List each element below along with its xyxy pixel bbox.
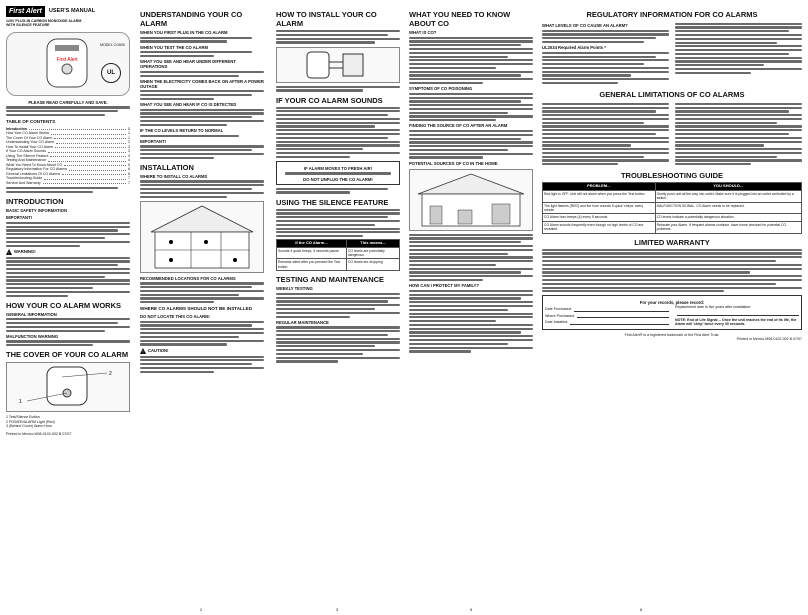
svg-text:First Alert: First Alert: [56, 56, 78, 63]
toc-item-label: Service And Warranty: [6, 180, 41, 185]
trademark-note: First Alert® is a registered trademark of the First Alert Trust.: [624, 332, 720, 337]
section-how-works: HOW YOUR CO ALARM WORKS: [6, 300, 121, 310]
sources-diagram: [409, 169, 533, 231]
cover-item-1: 1 Test/Silence Button: [6, 415, 40, 420]
block-test: WHEN YOU TEST THE CO ALARM: [140, 44, 208, 50]
caution-icon: [140, 348, 146, 354]
replacement-label: Replacement date is five years after installation:: [675, 305, 752, 310]
end-of-life-note: NOTE: End of Life Signal -- Once the unit reaches the end of its life, the Alarm will 'chirp' twice every 30 seconds.: [675, 317, 797, 327]
svg-text:!: !: [8, 250, 10, 255]
table-head-2: This means...: [346, 240, 399, 247]
do-not-text: [140, 321, 264, 346]
weekly-heading: WEEKLY TESTING: [276, 286, 313, 292]
printed-info: Printed in Mexico M08-0102-002 B 07/07: [6, 431, 72, 436]
sources-illustration: [410, 170, 532, 228]
important-text: [140, 145, 264, 159]
ul-note: UL2034 Required Alarm Points *: [542, 45, 606, 51]
model-label: MODEL CO600: [99, 42, 125, 47]
how-works-text: [6, 318, 130, 332]
house-diagram: [140, 201, 264, 273]
table-cell: CO levels are dropping: [346, 259, 399, 271]
table-cell: MALFUNCTION SIGNAL. CO Alarm needs to be replaced.: [655, 202, 801, 214]
limitations-right: [675, 101, 802, 167]
printed-info-back: Printed in Mexico M08-0102-002 B 07/07: [736, 337, 802, 342]
warning-text: [6, 257, 130, 297]
product-image: [6, 32, 130, 96]
table-cell: Sounds 4 quick beeps, 5 seconds pause: [277, 247, 347, 259]
date-installed-row: [545, 320, 669, 324]
cover-illustration: [7, 363, 127, 409]
section-introduction: INTRODUCTION: [6, 197, 64, 207]
regulatory-right: [675, 21, 802, 86]
toc-item-page: 1: [128, 126, 130, 131]
first-plug-text: [140, 37, 264, 43]
test-text: [140, 51, 264, 57]
install-steps-text: [276, 30, 400, 44]
date-installed-label: Date Installed:: [545, 320, 568, 325]
section-how-install: HOW TO INSTALL YOUR CO ALARM: [276, 10, 377, 28]
table-cell: Gently push unit all the way into outlet. Make sure it is plugged into an outlet controlled by a switch.: [655, 190, 801, 202]
callout-do-not-unplug: DO NOT UNPLUG THE CO ALARM!: [303, 176, 373, 182]
page-number-5: 5: [470, 607, 473, 612]
toc-leader: [50, 154, 126, 157]
safety-text: [6, 222, 130, 247]
regulatory-left: [542, 21, 669, 86]
manual-subtitle-1: 120V PLUG-IN CARBON MONOXIDE ALARM: [6, 19, 82, 23]
page-number-2: 2: [200, 607, 203, 612]
records-body: [545, 305, 799, 326]
toc-item-label: If Your CO Alarm Sounds: [6, 149, 46, 154]
column-1: [6, 6, 130, 602]
table-cell: CO levels indicate a potentially dangerous situation.: [655, 214, 801, 221]
block-operations: WHAT YOU SEE AND HEAR UNDER DIFFERENT OPERATIONS: [140, 59, 236, 70]
callout-box: [276, 161, 400, 185]
levels-text: [542, 30, 669, 44]
toc-leader: [44, 176, 126, 179]
important-heading: IMPORTANT!: [6, 215, 32, 221]
warranty-text: [542, 249, 802, 293]
trouble-head-solution: YOU SHOULD...: [655, 183, 801, 190]
table-row: [543, 202, 802, 214]
toc-leader: [56, 140, 126, 143]
table-cell: CO Alarm sounds frequently even though no high levels of CO are revealed: [543, 221, 656, 233]
table-cell: CO levels are potentially dangerous: [346, 247, 399, 259]
alarm-device-image: [37, 35, 97, 91]
table-cell: CO Alarm horn beeps (4) every 5 seconds: [543, 214, 656, 221]
regular-heading: REGULAR MAINTENANCE: [276, 319, 329, 325]
svg-text:2: 2: [109, 371, 112, 378]
weekly-text: [276, 293, 400, 318]
replacement-row: [675, 312, 799, 316]
toc-leader: [48, 149, 126, 152]
cover-item-2: 2 POWER/ALARM Light (Red): [6, 419, 55, 424]
table-cell: Red light is OFF. Unit will not alarm when you press the Test button: [543, 190, 656, 202]
replacement-field: [677, 312, 799, 316]
column-2: [140, 6, 264, 602]
toc-item-page: 6: [128, 167, 130, 172]
callout-text: [279, 172, 397, 174]
brand-header: [6, 6, 130, 17]
toc-item-page: 7: [128, 180, 130, 185]
block-normal: IF THE CO LEVELS RETURN TO NORMAL: [140, 127, 224, 133]
toc-leader: [69, 167, 126, 170]
toc-item-page: 3: [128, 144, 130, 149]
recommended-heading: RECOMMENDED LOCATIONS FOR CO ALARMS: [140, 275, 236, 281]
toc-item-label: The Cover Of Your CO Alarm: [6, 135, 53, 140]
page-number-6: 6: [640, 607, 643, 612]
limitations-left-text: [542, 103, 669, 166]
warning-icon: [6, 249, 12, 255]
section-troubleshooting: TROUBLESHOOTING GUIDE: [620, 171, 724, 181]
section-silence: USING THE SILENCE FEATURE: [276, 197, 389, 207]
power-outage-text: [140, 90, 264, 100]
caution-text: [140, 356, 264, 373]
date-installed-field: [570, 321, 669, 325]
toc-item-label: Understanding Your CO Alarm: [6, 140, 55, 145]
table-row: [277, 247, 400, 259]
date-purchased-row: [545, 307, 669, 311]
toc-item-label: How Your CO Alarm Works: [6, 131, 50, 136]
toc-leader: [51, 131, 126, 134]
page-number-3: 3: [336, 607, 339, 612]
brand-logo: First Alert: [6, 6, 45, 17]
block-important: IMPORTANT!: [140, 138, 166, 144]
toc-item-label: Testing And Maintenance: [6, 158, 47, 163]
where-purchased-row: [545, 314, 669, 318]
house-illustration: [141, 202, 263, 272]
toc-item: [6, 181, 130, 186]
records-title: For your records, please record:: [639, 300, 705, 306]
toc-item-page: 4: [128, 153, 130, 158]
records-left: [545, 305, 669, 326]
toc-item-label: Regulatory Information For CO Alarms: [6, 167, 68, 172]
toc-leader: [55, 145, 126, 148]
section-know-co: WHAT YOU NEED TO KNOW ABOUT CO: [409, 10, 511, 28]
important-note: PLEASE READ CAREFULLY AND SAVE.: [28, 99, 108, 105]
table-row: [277, 259, 400, 271]
date-purchased-field: [574, 308, 669, 312]
column-4: [409, 6, 533, 602]
what-is-co-text: [409, 37, 533, 85]
intro-text: [6, 106, 130, 116]
caution-heading: CAUTION!: [148, 347, 169, 353]
toc-item-page: 2: [128, 140, 130, 145]
symptoms-heading: SYMPTOMS OF CO POISONING: [409, 86, 473, 92]
limitations-body: [542, 101, 802, 167]
where-install-text: [140, 180, 264, 197]
prevent-heading: HOW CAN I PROTECT MY FAMILY?: [409, 283, 480, 289]
trouble-head-problem: PROBLEM...: [543, 183, 656, 190]
recommended-text: [140, 282, 264, 303]
toc-leader: [48, 158, 126, 161]
block-co-detected: WHAT YOU SEE AND HEAR IF CO IS DETECTED: [140, 102, 237, 108]
basic-safety-heading: BASIC SAFETY INFORMATION: [6, 208, 68, 214]
finding-heading: FINDING THE SOURCE OF CO AFTER AN ALARM: [409, 123, 508, 129]
after-callout-text: [276, 188, 400, 194]
operations-text: [140, 71, 264, 77]
normal-text: [140, 135, 264, 137]
manual-subtitle-2: WITH SILENCE FEATURE: [6, 23, 50, 28]
svg-text:1: 1: [19, 399, 22, 406]
toc-item-label: How To Install Your CO Alarm: [6, 144, 54, 149]
warning-row: [6, 249, 130, 255]
toc-leader: [62, 172, 126, 175]
toc-item-page: 7: [128, 176, 130, 181]
warning-heading: WARNING!: [14, 248, 36, 254]
certification-logo: UL: [101, 63, 121, 83]
ul-text: [542, 52, 669, 84]
alarm-sounds-text: [276, 107, 400, 158]
toc-item-label: Troubleshooting Guide: [6, 176, 43, 181]
date-purchased-label: Date Purchased:: [545, 307, 572, 312]
toc-item-label: Introduction: [6, 126, 27, 131]
table-head-1: If the CO Alarm...: [277, 240, 347, 247]
table-row: [543, 190, 802, 202]
table-row: [543, 214, 802, 221]
toc-item-page: 1: [128, 135, 130, 140]
section-cover: THE COVER OF YOUR CO ALARM: [6, 350, 129, 360]
caution-row: [140, 348, 264, 354]
levels-heading: WHAT LEVELS OF CO CAUSE AN ALARM?: [542, 23, 628, 28]
do-not-heading: DO NOT LOCATE THIS CO ALARM:: [140, 314, 211, 320]
section-alarm-sounds: IF YOUR CO ALARM SOUNDS: [276, 95, 383, 105]
toc-item-label: General Limitations Of CO Alarms: [6, 171, 61, 176]
column-3: [276, 6, 400, 602]
plug-diagram: [276, 47, 400, 83]
regular-text: [276, 326, 400, 362]
troubleshooting-table: [542, 182, 802, 233]
toc-leader: [54, 136, 126, 139]
limitations-right-text: [675, 103, 802, 166]
table-cell: Remains silent after you pressed the Test button: [277, 259, 347, 271]
records-form: [542, 295, 802, 329]
toc-item-page: 4: [128, 158, 130, 163]
toc-title: TABLE OF CONTENTS: [6, 119, 56, 125]
section-installation: INSTALLATION: [140, 162, 194, 172]
general-info-heading: GENERAL INFORMATION: [6, 311, 57, 317]
regulatory-body: [542, 21, 802, 86]
table-row: [543, 221, 802, 233]
cover-diagram: [6, 362, 130, 412]
where-purchased-label: Where Purchased:: [545, 313, 575, 318]
plug-illustration: [277, 48, 397, 80]
section-warranty: LIMITED WARRANTY: [634, 237, 710, 247]
malfunction-text: [6, 340, 130, 346]
table-of-contents: [6, 127, 130, 186]
prevent-text: [409, 290, 533, 353]
where-not-heading: WHERE CO ALARMS SHOULD NOT BE INSTALLED: [140, 306, 253, 312]
install-steps-text-2: [276, 86, 400, 92]
callout-fresh-air: IF ALARM MOVES TO FRESH AIR!: [303, 165, 372, 171]
what-is-co-heading: WHAT IS CO?: [409, 30, 437, 35]
section-understanding: UNDERSTANDING YOUR CO ALARM: [140, 10, 243, 28]
manual-title: USER'S MANUAL: [48, 8, 96, 15]
toc-item-page: 3: [128, 149, 130, 154]
copyright-text: [6, 187, 130, 193]
toc-item-page: 1: [128, 131, 130, 136]
records-right: [675, 305, 799, 326]
symptoms-text: [409, 93, 533, 122]
limitations-left: [542, 101, 669, 167]
block-first-plug: WHEN YOU FIRST PLUG IN THE CO ALARM: [140, 30, 228, 35]
finding-text: [409, 130, 533, 159]
section-limitations: GENERAL LIMITATIONS OF CO ALARMS: [599, 90, 745, 100]
potential-heading: POTENTIAL SOURCES OF CO IN THE HOME: [409, 160, 498, 166]
cover-item-3: 3 (Behind Cover) Alarm Horn: [6, 424, 53, 429]
svg-text:!: !: [142, 348, 144, 354]
toc-leader: [29, 127, 126, 130]
table-cell: The light flashes (RED) and the horn sounds 5 quick 'chirps' every minute: [543, 202, 656, 214]
status-table: [276, 239, 400, 271]
toc-leader: [43, 181, 126, 184]
section-testing: TESTING AND MAINTENANCE: [276, 275, 385, 285]
section-regulatory: REGULATORY INFORMATION FOR CO ALARMS: [586, 10, 758, 19]
silence-text: [276, 209, 400, 238]
block-power-outage: WHEN THE ELECTRICITY COMES BACK ON AFTER A POWER OUTAGE: [140, 78, 264, 89]
co-detected-text: [140, 109, 264, 126]
potential-text: [409, 234, 533, 282]
toc-leader: [64, 163, 126, 166]
where-install-heading: WHERE TO INSTALL CO ALARMS: [140, 173, 208, 179]
toc-item-page: 6: [128, 171, 130, 176]
regulatory-right-text: [675, 23, 802, 74]
malfunction-heading: MALFUNCTION WARNING: [6, 333, 59, 339]
column-5: [542, 6, 802, 602]
toc-item-label: Using The Silence Feature: [6, 153, 49, 158]
where-purchased-field: [577, 314, 669, 318]
toc-item-label: What You Need To Know About CO: [6, 162, 63, 167]
toc-item-page: 5: [128, 162, 130, 167]
table-cell: Relocate your Alarm. If frequent alarms continue, have home checked for potential CO problems.: [655, 221, 801, 233]
